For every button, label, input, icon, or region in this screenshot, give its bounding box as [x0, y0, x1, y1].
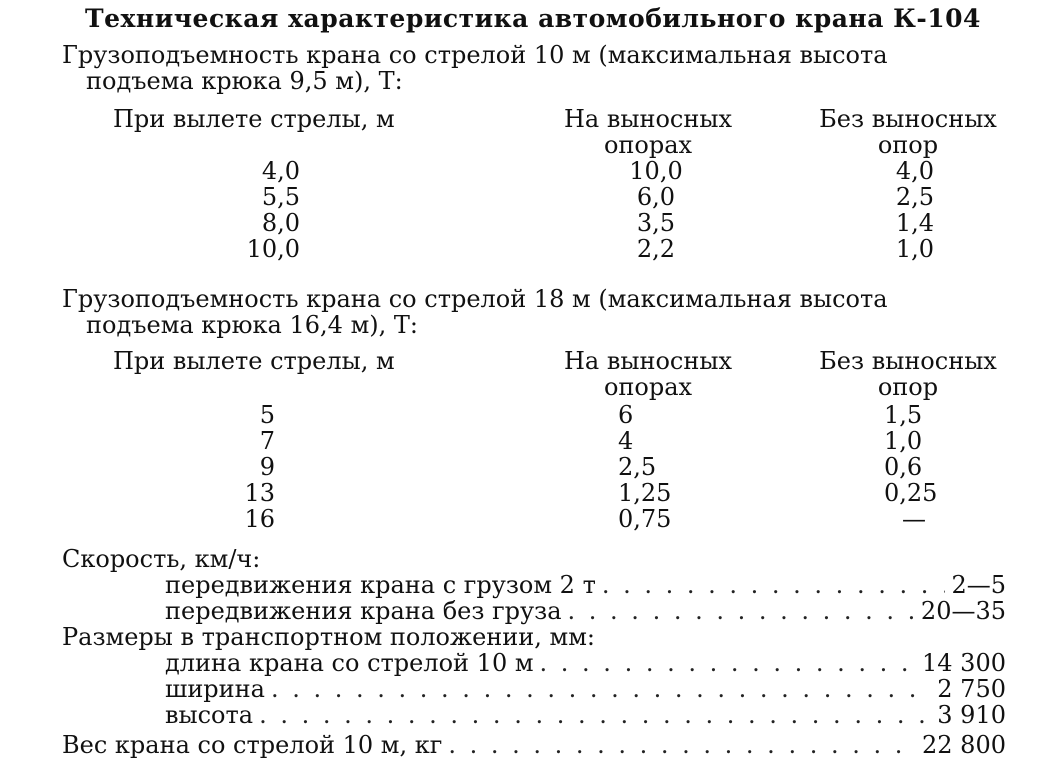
- table-cell: 4,0: [895, 157, 935, 185]
- table-cell: 4: [618, 427, 634, 455]
- table-cell: 13: [244, 479, 275, 507]
- section2-table-header: [0, 348, 1060, 400]
- col-header-no-outriggers-2: опор: [877, 373, 939, 401]
- table-cell: 16: [244, 505, 275, 533]
- section2-intro-line2: подъема крюка 16,4 м), Т:: [86, 311, 418, 339]
- table-cell: 9: [259, 453, 275, 481]
- table-cell: —: [902, 505, 926, 533]
- spec-value: 22 800: [922, 731, 1006, 759]
- section1-intro-line1: Грузоподъемность крана со стрелой 10 м (максимальная высота: [62, 41, 888, 69]
- dot-leader: [448, 732, 916, 758]
- col-header-no-outriggers-1: Без выносных: [819, 105, 997, 133]
- table-cell: 8,0: [261, 209, 300, 237]
- table-cell: 6: [618, 401, 634, 429]
- spec-line-speed-unloaded: [165, 598, 1006, 624]
- spec-value: 14 300: [922, 649, 1006, 677]
- spec-line-length: [165, 650, 1006, 676]
- spec-line-speed-loaded: [165, 572, 1006, 598]
- table-cell: 0,6: [884, 453, 923, 481]
- spec-label: ширина: [165, 675, 265, 703]
- spec-label: передвижения крана без груза: [165, 597, 562, 625]
- col-header-outriggers-1: На выносных: [564, 105, 732, 133]
- spec-label: длина крана со стрелой 10 м: [165, 649, 534, 677]
- spec-value: 2 750: [937, 675, 1006, 703]
- dot-leader: [602, 572, 946, 598]
- document-title: Техническая характеристика автомобильного крана К-104: [85, 4, 981, 33]
- col-header-no-outriggers-2: опор: [877, 131, 939, 159]
- table-cell: 1,0: [895, 235, 935, 263]
- table-cell: 1,4: [895, 209, 935, 237]
- table-cell: 2,5: [618, 453, 657, 481]
- dot-leader: [259, 702, 931, 728]
- spec-line-width: [165, 676, 1006, 702]
- table-cell: 5,5: [261, 183, 300, 211]
- spec-line-height: [165, 702, 1006, 728]
- spec-label: передвижения крана с грузом 2 т: [165, 571, 596, 599]
- spec-line-weight: [62, 732, 1006, 758]
- dimensions-heading: Размеры в транспортном положении, мм:: [62, 623, 595, 651]
- spec-label: высота: [165, 701, 254, 729]
- spec-value: 3 910: [937, 701, 1006, 729]
- dot-leader: [540, 650, 916, 676]
- section1-intro: [62, 42, 1022, 94]
- section1-intro-line2: подъема крюка 9,5 м), Т:: [86, 67, 403, 95]
- spec-value: 20—35: [920, 597, 1006, 625]
- table-cell: 10,0: [246, 235, 300, 263]
- table-cell: 7: [259, 427, 275, 455]
- table-cell: 1,5: [884, 401, 923, 429]
- table-cell: 5: [259, 401, 275, 429]
- section2-intro-line1: Грузоподъемность крана со стрелой 18 м (максимальная высота: [62, 285, 888, 313]
- section1-table-header: [0, 106, 1060, 158]
- speed-heading: Скорость, км/ч:: [62, 545, 261, 573]
- table-cell: 4,0: [261, 157, 300, 185]
- section2-intro: [62, 286, 1022, 338]
- dot-leader: [271, 676, 931, 702]
- table-cell: 2,2: [636, 235, 676, 263]
- col-header-reach: При вылете стрелы, м: [113, 105, 395, 133]
- col-header-reach: При вылете стрелы, м: [113, 347, 395, 375]
- table-cell: 1,25: [618, 479, 672, 507]
- table-cell: 2,5: [895, 183, 935, 211]
- col-header-outriggers-2: опорах: [603, 131, 693, 159]
- col-header-outriggers-1: На выносных: [564, 347, 732, 375]
- spec-value: 2—5: [951, 571, 1006, 599]
- table-cell: 1,0: [884, 427, 923, 455]
- col-header-no-outriggers-1: Без выносных: [819, 347, 997, 375]
- table-cell: 0,75: [618, 505, 672, 533]
- table-cell: 0,25: [884, 479, 938, 507]
- spec-label: Вес крана со стрелой 10 м, кг: [62, 731, 443, 759]
- dot-leader: [568, 598, 915, 624]
- col-header-outriggers-2: опорах: [603, 373, 693, 401]
- table-cell: 10,0: [629, 157, 683, 185]
- table-cell: 6,0: [636, 183, 676, 211]
- table-cell: 3,5: [636, 209, 676, 237]
